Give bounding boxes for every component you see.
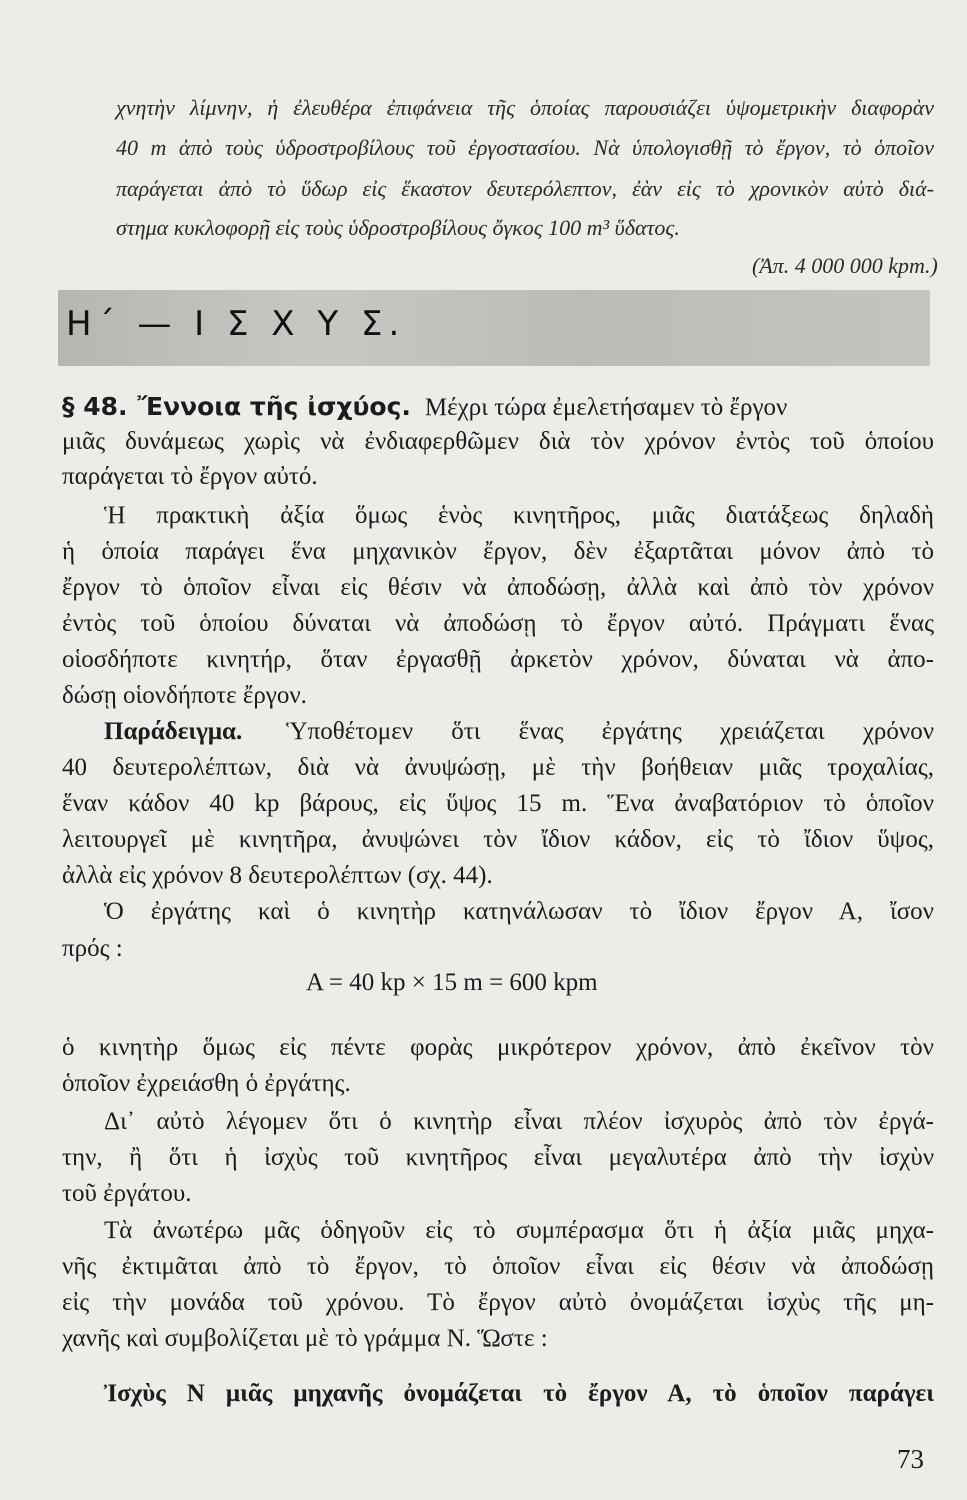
section-line-2: μιᾶς δυνάμεως χωρὶς νὰ ἐνδιαφερθῶμεν διὰ τὸν χρόνον ἐντὸς τοῦ ὁποίου (62, 428, 934, 455)
example-line-4: λειτουργεῖ μὲ κινητῆρα, ἀνυψώνει τὸν ἴδιον κάδον, εἰς τὸ ἴδιον ὕψος, (62, 826, 934, 853)
section-heading-line (62, 392, 934, 422)
stronger-line-2: την, ἢ ὅτι ἡ ἰσχὺς τοῦ κινητῆρος εἶναι μεγαλυτέρα ἀπὸ τὴν ἰσχὺν (62, 1144, 934, 1171)
example-intro-text: Ὑποθέτομεν ὅτι ἕνας ἐργάτης χρειάζεται χρόνον (286, 718, 934, 745)
chapter-title: Η΄ — Ι Σ Χ Υ Σ. (66, 304, 406, 344)
example-line-2: 40 δευτερολέπτων, διὰ νὰ ἀνυψώσῃ, μὲ τὴν βοήθειαν μιᾶς τροχαλίας, (62, 754, 934, 781)
practical-line-2: ἡ ὁποία παράγει ἕνα μηχανικὸν ἔργον, δὲν ἐξαρτᾶται μόνον ἀπὸ τὸ (62, 538, 934, 565)
section-number: § 48. (62, 392, 128, 421)
exercise-line-3: παράγεται ἀπὸ τὸ ὕδωρ εἰς ἕκαστον δευτερόλεπτον, ἐὰν εἰς τὸ χρονικὸν αὐτὸ διά- (116, 176, 934, 201)
worker-line-2: πρός : (62, 935, 123, 962)
practical-line-4: ἐντὸς τοῦ ὁποίου δύναται νὰ ἀποδώσῃ τὸ ἔργον αὐτό. Πράγματι ἕνας (62, 610, 934, 637)
conclusion-line-3: εἰς τὴν μονάδα τοῦ χρόνου. Τὸ ἔργον αὐτὸ ὀνομάζεται ἰσχὺς τῆς μη- (62, 1289, 934, 1316)
practical-line-6: δώσῃ οἱονδήποτε ἔργον. (62, 682, 307, 709)
motor-line-1: ὁ κινητὴρ ὅμως εἰς πέντε φορὰς μικρότερον χρόνον, ἀπὸ ἐκεῖνον τὸν (62, 1034, 934, 1061)
page-number: 73 (897, 1444, 924, 1474)
stronger-line-1: Δι᾽ αὐτὸ λέγομεν ὅτι ὁ κινητὴρ εἶναι πλέον ἰσχυρὸς ἀπὸ τὸν ἐργά- (104, 1108, 934, 1135)
exercise-line-1: χνητὴν λίμνην, ἡ ἐλευθέρα ἐπιφάνεια τῆς ὁποίας παρουσιάζει ὑψομετρικὴν διαφορὰν (116, 95, 934, 120)
example-line-3: ἕναν κάδον 40 kp βάρους, εἰς ὕψος 15 m. Ἕνα ἀναβατόριον τὸ ὁποῖον (62, 790, 934, 817)
motor-line-2: ὁποῖον ἐχρειάσθη ὁ ἐργάτης. (62, 1070, 351, 1097)
example-line-1 (104, 718, 934, 746)
power-definition: Ἰσχὺς Ν μιᾶς μηχανῆς ὀνομάζεται τὸ ἔργον Α, τὸ ὁποῖον παράγει (104, 1380, 934, 1407)
exercise-line-4: στημα κυκλοφορῇ εἰς τοὺς ὑδροστροβίλους ὄγκος 100 m³ ὕδατος. (116, 215, 680, 240)
practical-line-3: ἔργον τὸ ὁποῖον εἶναι εἰς θέσιν νὰ ἀποδώσῃ, ἀλλὰ καὶ ἀπὸ τὸν χρόνον (62, 574, 934, 601)
worker-line-1: Ὁ ἐργάτης καὶ ὁ κινητὴρ κατηνάλωσαν τὸ ἴδιον ἔργον Α, ἴσον (104, 898, 934, 925)
work-equation: Α = 40 kp × 15 m = 600 kpm (306, 969, 598, 996)
practical-line-5: οἱοσδήποτε κινητήρ, ὅταν ἐργασθῇ ἀρκετὸν χρόνον, δύναται νὰ ἀπο- (62, 646, 934, 673)
practical-line-1: Ἡ πρακτικὴ ἀξία ὅμως ἑνὸς κινητῆρος, μιᾶς διατάξεως δηλαδὴ (104, 502, 934, 529)
section-intro-text: Μέχρι τώρα ἐμελετήσαμεν τὸ ἔργον (424, 394, 788, 421)
conclusion-line-2: νῆς ἐκτιμᾶται ἀπὸ τὸ ἔργον, τὸ ὁποῖον εἶναι εἰς θέσιν νὰ ἀποδώσῃ (62, 1253, 934, 1280)
exercise-line-2: 40 m ἀπὸ τοὺς ὑδροστροβίλους τοῦ ἐργοστασίου. Νὰ ὑπολογισθῇ τὸ ἔργον, τὸ ὁποῖον (116, 135, 934, 160)
section-title: Ἔννοια τῆς ἰσχύος. (137, 392, 411, 421)
conclusion-line-4: χανῆς καὶ συμβολίζεται μὲ τὸ γράμμα Ν. Ὥστε : (62, 1325, 548, 1352)
example-label: Παράδειγμα. (104, 718, 243, 745)
stronger-line-3: τοῦ ἐργάτου. (62, 1180, 192, 1207)
conclusion-line-1: Τὰ ἀνωτέρω μᾶς ὁδηγοῦν εἰς τὸ συμπέρασμα ὅτι ἡ ἀξία μιᾶς μηχα- (104, 1217, 934, 1244)
exercise-answer: (Ἀπ. 4 000 000 kpm.) (752, 253, 938, 278)
section-line-3: παράγεται τὸ ἔργον αὐτό. (62, 463, 318, 490)
example-line-5: ἀλλὰ εἰς χρόνον 8 δευτερολέπτων (σχ. 44). (62, 862, 493, 889)
